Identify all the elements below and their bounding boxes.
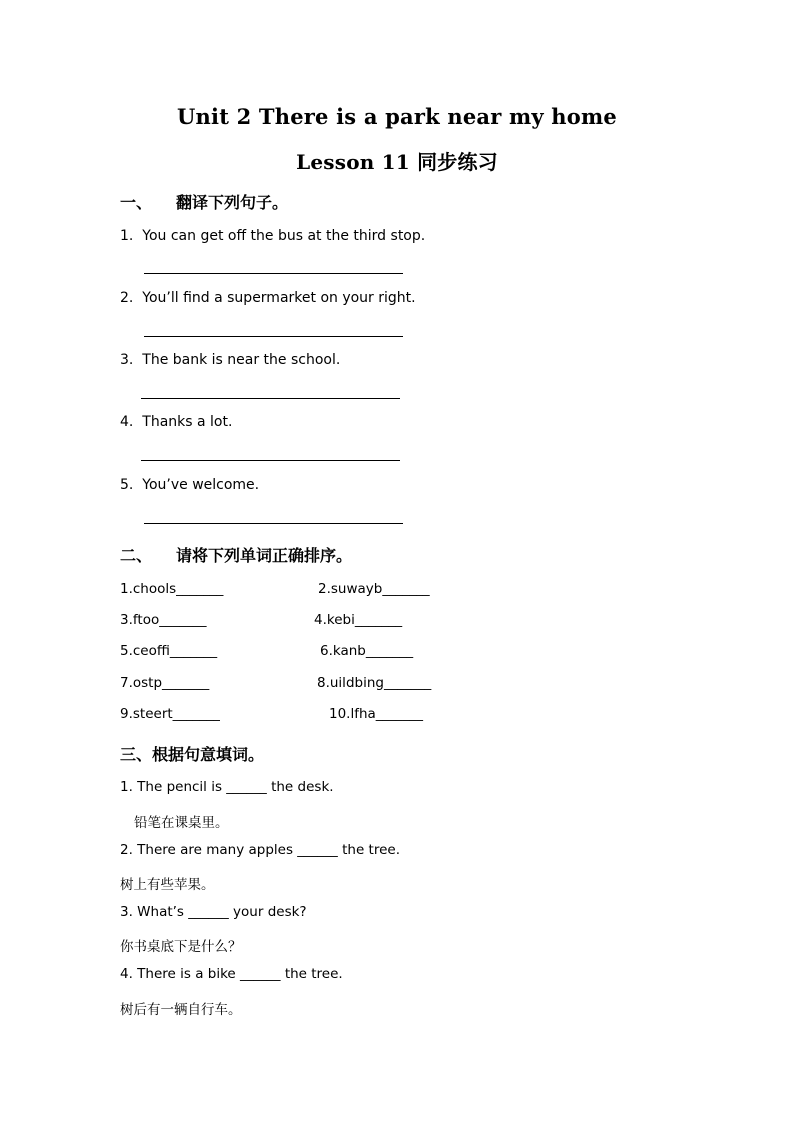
item-number: 3. <box>120 352 134 368</box>
item-number: 5. <box>120 477 134 493</box>
fill-hint-4: 树后有一辆自行车。 <box>120 1002 242 1018</box>
answer-line-5[interactable] <box>144 523 403 524</box>
item-text: You’ll find a supermarket on your right. <box>142 290 416 306</box>
section-2-title: 请将下列单词正确排序。 <box>176 546 353 565</box>
item-text: The bank is near the school. <box>142 352 341 368</box>
translate-item-1 <box>120 228 425 244</box>
fill-sentence-1: 1. The pencil is ______ the desk. <box>120 779 334 795</box>
scrambled-word-1: 1.chools_______ <box>120 581 224 597</box>
item-text: Thanks a lot. <box>142 414 233 430</box>
answer-line-4[interactable] <box>141 460 400 461</box>
item-number: 1. <box>120 228 134 244</box>
answer-line-3[interactable] <box>141 398 400 399</box>
scrambled-word-3: 3.ftoo_______ <box>120 612 207 628</box>
section-2-heading <box>120 543 352 566</box>
section-1-heading <box>120 190 288 213</box>
translate-item-4 <box>120 414 232 430</box>
answer-line-2[interactable] <box>144 336 403 337</box>
fill-hint-3: 你书桌底下是什么？ <box>120 939 242 955</box>
scrambled-word-8: 8.uildbing_______ <box>317 675 432 691</box>
fill-hint-2: 树上有些苹果。 <box>120 877 215 893</box>
fill-sentence-3: 3. What’s ______ your desk? <box>120 904 307 920</box>
scrambled-word-6: 6.kanb_______ <box>320 643 414 659</box>
fill-sentence-2: 2. There are many apples ______ the tree. <box>120 842 400 858</box>
scrambled-word-9: 9.steert_______ <box>120 706 220 722</box>
translate-item-2 <box>120 290 416 306</box>
scrambled-word-2: 2.suwayb_______ <box>318 581 430 597</box>
item-number: 2. <box>120 290 134 306</box>
section-2-number: 二、 <box>120 546 153 565</box>
page-title: Unit 2 There is a park near my home <box>177 104 617 129</box>
fill-sentence-4: 4. There is a bike ______ the tree. <box>120 966 343 982</box>
scrambled-word-7: 7.ostp_______ <box>120 675 210 691</box>
page-subtitle: Lesson 11 同步练习 <box>296 150 498 174</box>
scrambled-word-4: 4.kebi_______ <box>314 612 403 628</box>
answer-line-1[interactable] <box>144 273 403 274</box>
section-1-title: 翻译下列句子。 <box>176 193 289 212</box>
section-3-heading: 三、根据句意填词。 <box>120 745 265 764</box>
fill-hint-1: 铅笔在课桌里。 <box>134 815 229 831</box>
section-1-number: 一、 <box>120 193 153 212</box>
item-text: You can get off the bus at the third stop. <box>142 228 426 244</box>
translate-item-3 <box>120 352 340 368</box>
scrambled-word-10: 10.lfha_______ <box>329 706 424 722</box>
item-number: 4. <box>120 414 134 430</box>
translate-item-5 <box>120 477 259 493</box>
item-text: You’ve welcome. <box>142 477 260 493</box>
scrambled-word-5: 5.ceoffi_______ <box>120 643 218 659</box>
